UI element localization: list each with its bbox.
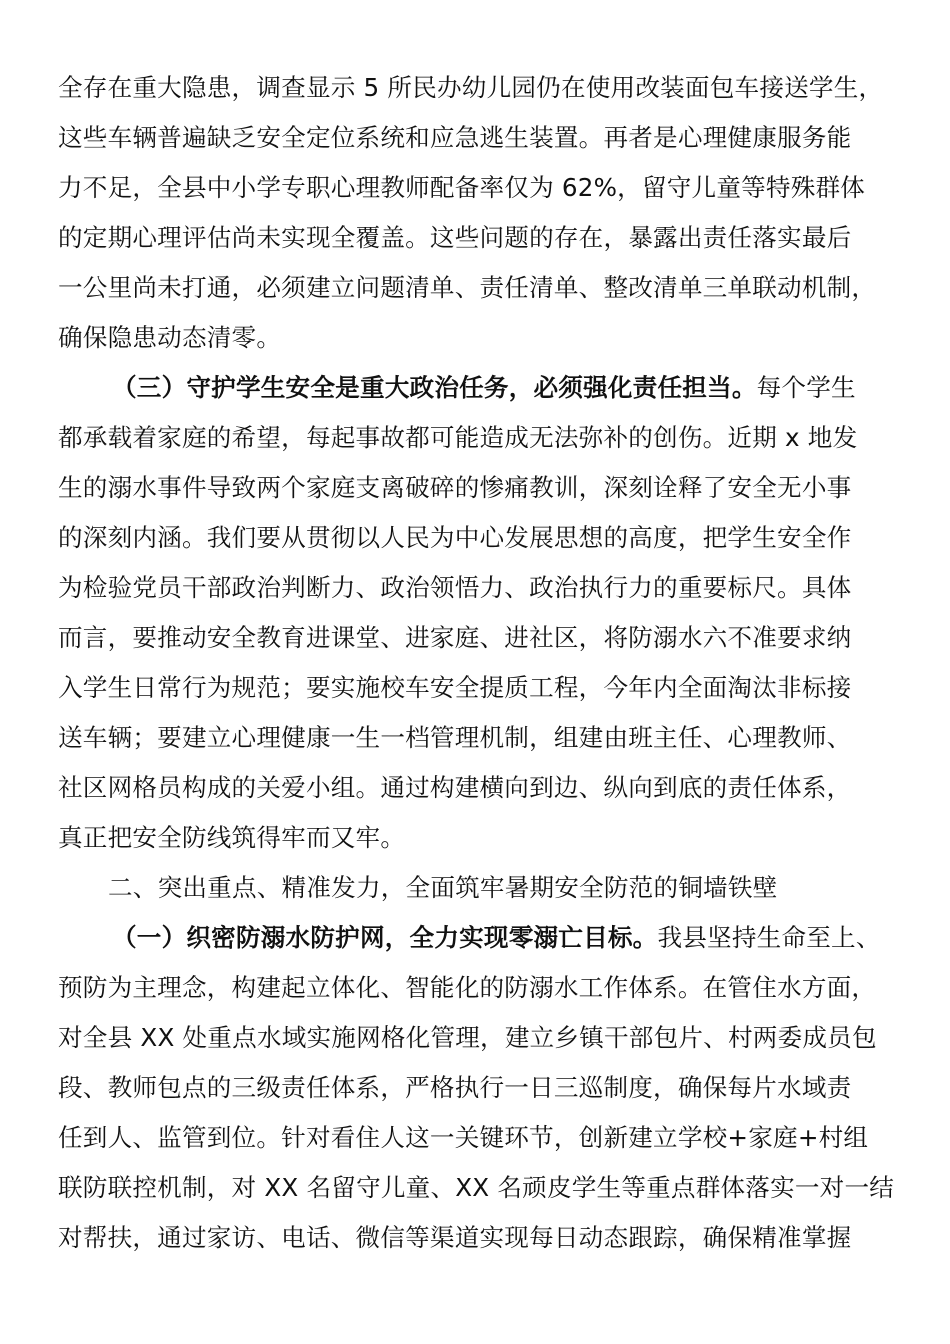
paragraph-line: 力不足，全县中小学专职心理教师配备率仅为 62%，留守儿童等特殊群体 [58,173,866,202]
section-heading-line [112,363,898,413]
paragraph-line: 任到人、监管到位。针对看住人这一关键环节，创新建立学校+家庭+村组 [58,1123,869,1152]
paragraph-line: 入学生日常行为规范；要实施校车安全提质工程，今年内全面淘汰非标接 [58,673,852,702]
section-heading-one: （一）织密防溺水防护网，全力实现零溺亡目标。 [112,923,658,952]
paragraph-line: 联防联控机制，对 XX 名留守儿童、XX 名顽皮学生等重点群体落实一对一结 [58,1173,895,1202]
paragraph-line: 为检验党员干部政治判断力、政治领悟力、政治执行力的重要标尺。具体 [58,573,852,602]
paragraph-text: 我县坚持生命至上、 [657,923,881,952]
paragraph-line: 的定期心理评估尚未实现全覆盖。这些问题的存在，暴露出责任落实最后 [58,223,852,252]
paragraph-line: 都承载着家庭的希望，每起事故都可能造成无法弥补的创伤。近期 x 地发 [58,423,858,452]
paragraph-line: 一公里尚未打通，必须建立问题清单、责任清单、整改清单三单联动机制， [58,273,877,302]
paragraph-line: 真正把安全防线筑得牢而又牢。 [58,823,406,852]
paragraph-line: 对全县 XX 处重点水域实施网格化管理，建立乡镇干部包片、村两委成员包 [58,1023,877,1052]
paragraph-line: 社区网格员构成的关爱小组。通过构建横向到边、纵向到底的责任体系， [58,773,852,802]
paragraph-line: 确保隐患动态清零。 [58,323,282,352]
paragraph-line: 段、教师包点的三级责任体系，严格执行一日三巡制度，确保每片水域责 [58,1073,852,1102]
paragraph-text: 每个学生 [756,373,856,402]
chapter-heading: 二、突出重点、精准发力，全面筑牢暑期安全防范的铜墙铁壁 [108,873,778,902]
section-heading-line [112,913,898,963]
paragraph-line: 对帮扶，通过家访、电话、微信等渠道实现每日动态跟踪，确保精准掌握 [58,1223,852,1252]
paragraph-line: 这些车辆普遍缺乏安全定位系统和应急逃生装置。再者是心理健康服务能 [58,123,852,152]
paragraph-line: 预防为主理念，构建起立体化、智能化的防溺水工作体系。在管住水方面， [58,973,877,1002]
paragraph-line: 生的溺水事件导致两个家庭支离破碎的惨痛教训，深刻诠释了安全无小事 [58,473,852,502]
paragraph-line: 送车辆；要建立心理健康一生一档管理机制，组建由班主任、心理教师、 [58,723,852,752]
paragraph-line: 的深刻内涵。我们要从贯彻以人民为中心发展思想的高度，把学生安全作 [58,523,852,552]
paragraph-line: 全存在重大隐患，调查显示 5 所民办幼儿园仍在使用改装面包车接送学生， [58,73,884,102]
paragraph-line: 而言，要推动安全教育进课堂、进家庭、进社区，将防溺水六不准要求纳 [58,623,852,652]
section-heading-three: （三）守护学生安全是重大政治任务，必须强化责任担当。 [112,373,757,402]
